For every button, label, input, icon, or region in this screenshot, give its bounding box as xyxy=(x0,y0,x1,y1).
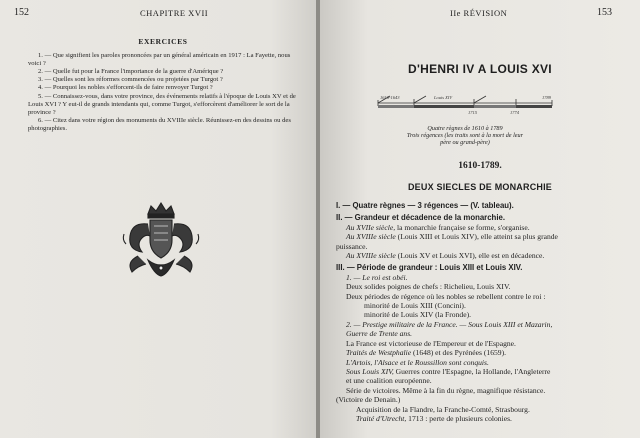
exercise-question: 6. — Citez dans votre région des monuments du XVIIIe siècle. Réunissez-en des dessins ou des photographies. xyxy=(28,116,291,132)
exercise-question: 1. — Que signifient les paroles prononcées par un général américain en 1917 : La Fayette, nous voici ? xyxy=(28,52,291,68)
line-text: III. — Période de grandeur : Louis XIII et Louis XIV. xyxy=(336,263,523,273)
timeline-label: Louis XIV xyxy=(434,95,453,100)
body-line xyxy=(336,273,631,282)
italic-phrase: Guerre de Trente ans. xyxy=(346,329,413,339)
line-text: I. — Quatre règnes — 3 régences — (V. tableau). xyxy=(336,201,514,210)
body-line xyxy=(336,301,631,310)
body-line xyxy=(336,358,631,367)
right-page-number: 153 xyxy=(597,7,612,18)
italic-phrase: Traité d'Utrecht, xyxy=(356,413,407,423)
line-text: minorité de Louis XIII (Concini). xyxy=(364,301,466,311)
body-line xyxy=(336,376,631,385)
exercise-question: 4. — Pourquoi les nobles s'efforcent-ils de faire renvoyer Turgot ? xyxy=(38,84,213,92)
royal-coat-of-arms-ornament xyxy=(118,200,204,280)
right-running-head: IIe RÉVISION xyxy=(450,8,508,18)
italic-phrase: Sous Louis XIV, xyxy=(346,366,394,376)
line-text: et une coalition européenne. xyxy=(346,376,432,386)
body-line xyxy=(336,292,631,301)
body-line xyxy=(336,367,631,376)
line-text: Acquisition de la Flandre, la Franche-Comté, Strasbourg. xyxy=(356,404,530,414)
body-line xyxy=(336,242,631,251)
line-text: (Louis XIII et Louis XIV), elle atteint sa plus grande xyxy=(395,232,558,242)
body-line xyxy=(336,395,631,404)
left-running-head: CHAPITRE XVII xyxy=(140,8,209,18)
timeline-caption-line: Quatre règnes de 1610 à 1789 xyxy=(427,125,503,132)
italic-phrase: Au XVIIIe siècle xyxy=(346,232,396,242)
period-dates-heading: 1610-1789. xyxy=(458,161,502,171)
line-text: la monarchie française se forme, s'organise. xyxy=(395,222,530,232)
left-page xyxy=(0,0,318,438)
revision-body-text xyxy=(336,201,631,423)
line-text: Guerres contre l'Espagne, la Hollande, l'Angleterre xyxy=(393,366,551,376)
line-text: La France est victorieuse de l'Empereur et de l'Espagne. xyxy=(346,338,516,348)
body-line xyxy=(336,414,631,423)
body-line xyxy=(336,386,631,395)
reigns-timeline-diagram xyxy=(370,83,560,125)
timeline-label: 1789 xyxy=(542,95,551,100)
line-text: minorité de Louis XIV (la Fronde). xyxy=(364,310,471,320)
left-page-number: 152 xyxy=(14,7,29,18)
body-line xyxy=(336,232,631,241)
reign-bar-louis-xvi xyxy=(516,105,552,108)
line-text: Série de victoires. Même à la fin du règne, magnifique résistance. xyxy=(346,385,546,395)
timeline-label: 1715 xyxy=(468,110,477,115)
italic-phrase: Traités de Westphalie xyxy=(346,348,412,358)
line-text: (1648) et des Pyrénées (1659). xyxy=(411,348,507,358)
section-heading xyxy=(336,263,631,272)
body-line xyxy=(336,348,631,357)
line-text: Deux solides poignes de chefs : Richelieu, Louis XIV. xyxy=(346,282,511,292)
timeline-label: 1610-1643 xyxy=(380,95,400,100)
body-line xyxy=(336,320,631,329)
italic-phrase: 1. — Le roi est obéi. xyxy=(346,272,408,282)
chapter-title: D'HENRI IV A LOUIS XVI xyxy=(408,62,552,76)
exercise-question: 2. — Quelle fut pour la France l'importance de la guerre d'Amérique ? xyxy=(38,68,224,76)
italic-phrase: 2. — Prestige militaire de la France. — Sous Louis XIII et Mazarin, xyxy=(346,319,553,329)
timeline-caption-line: père ou grand-père) xyxy=(440,139,490,146)
body-line xyxy=(336,405,631,414)
exercises-title: EXERCICES xyxy=(138,37,188,46)
section-subtitle: DEUX SIECLES DE MONARCHIE xyxy=(407,182,553,192)
body-line xyxy=(336,223,631,232)
body-line xyxy=(336,251,631,260)
line-text: (Louis XV et Louis XVI), elle est en décadence. xyxy=(395,251,545,261)
line-text: (Victoire de Denain.) xyxy=(336,395,401,405)
body-line xyxy=(336,329,631,338)
line-text: 1713 : perte de plusieurs colonies. xyxy=(406,413,512,423)
italic-phrase: L'Artois, l'Alsace et le Roussillon sont conquis. xyxy=(346,357,489,367)
exercises-block xyxy=(28,38,298,133)
reign-bar-louis-xiv xyxy=(414,105,474,108)
body-line xyxy=(336,282,631,291)
timeline-label: 1774 xyxy=(510,110,519,115)
reign-bar-louis-xv xyxy=(474,105,516,108)
italic-phrase: Au XVIIIe siècle xyxy=(346,251,396,261)
reign-bar-louis-xiii xyxy=(378,105,414,108)
line-text: puissance. xyxy=(336,241,368,251)
body-line xyxy=(336,310,631,319)
exercise-question: 3. — Quelles sont les réformes commencées ou projetées par Turgot ? xyxy=(38,76,223,84)
line-text: II. — Grandeur et décadence de la monarchie. xyxy=(336,213,505,223)
timeline-caption-line: Trois régences (les traits sont à la mort de leur xyxy=(406,132,524,139)
exercise-question: 5. — Connaissez-vous, dans votre province, des événements relatifs à l'époque de Louis XV et de Louis XVI ? Y eut-il de grands intendants qui, comme Turgot, s'efforcèrent d'améliorer le sort de la province ? xyxy=(28,92,296,116)
section-heading xyxy=(336,201,631,210)
body-line xyxy=(336,339,631,348)
italic-phrase: Au XVIIe siècle, xyxy=(346,222,396,232)
line-text: Deux périodes de régence où les nobles se rebellent contre le roi : xyxy=(346,291,546,301)
section-heading xyxy=(336,213,631,222)
